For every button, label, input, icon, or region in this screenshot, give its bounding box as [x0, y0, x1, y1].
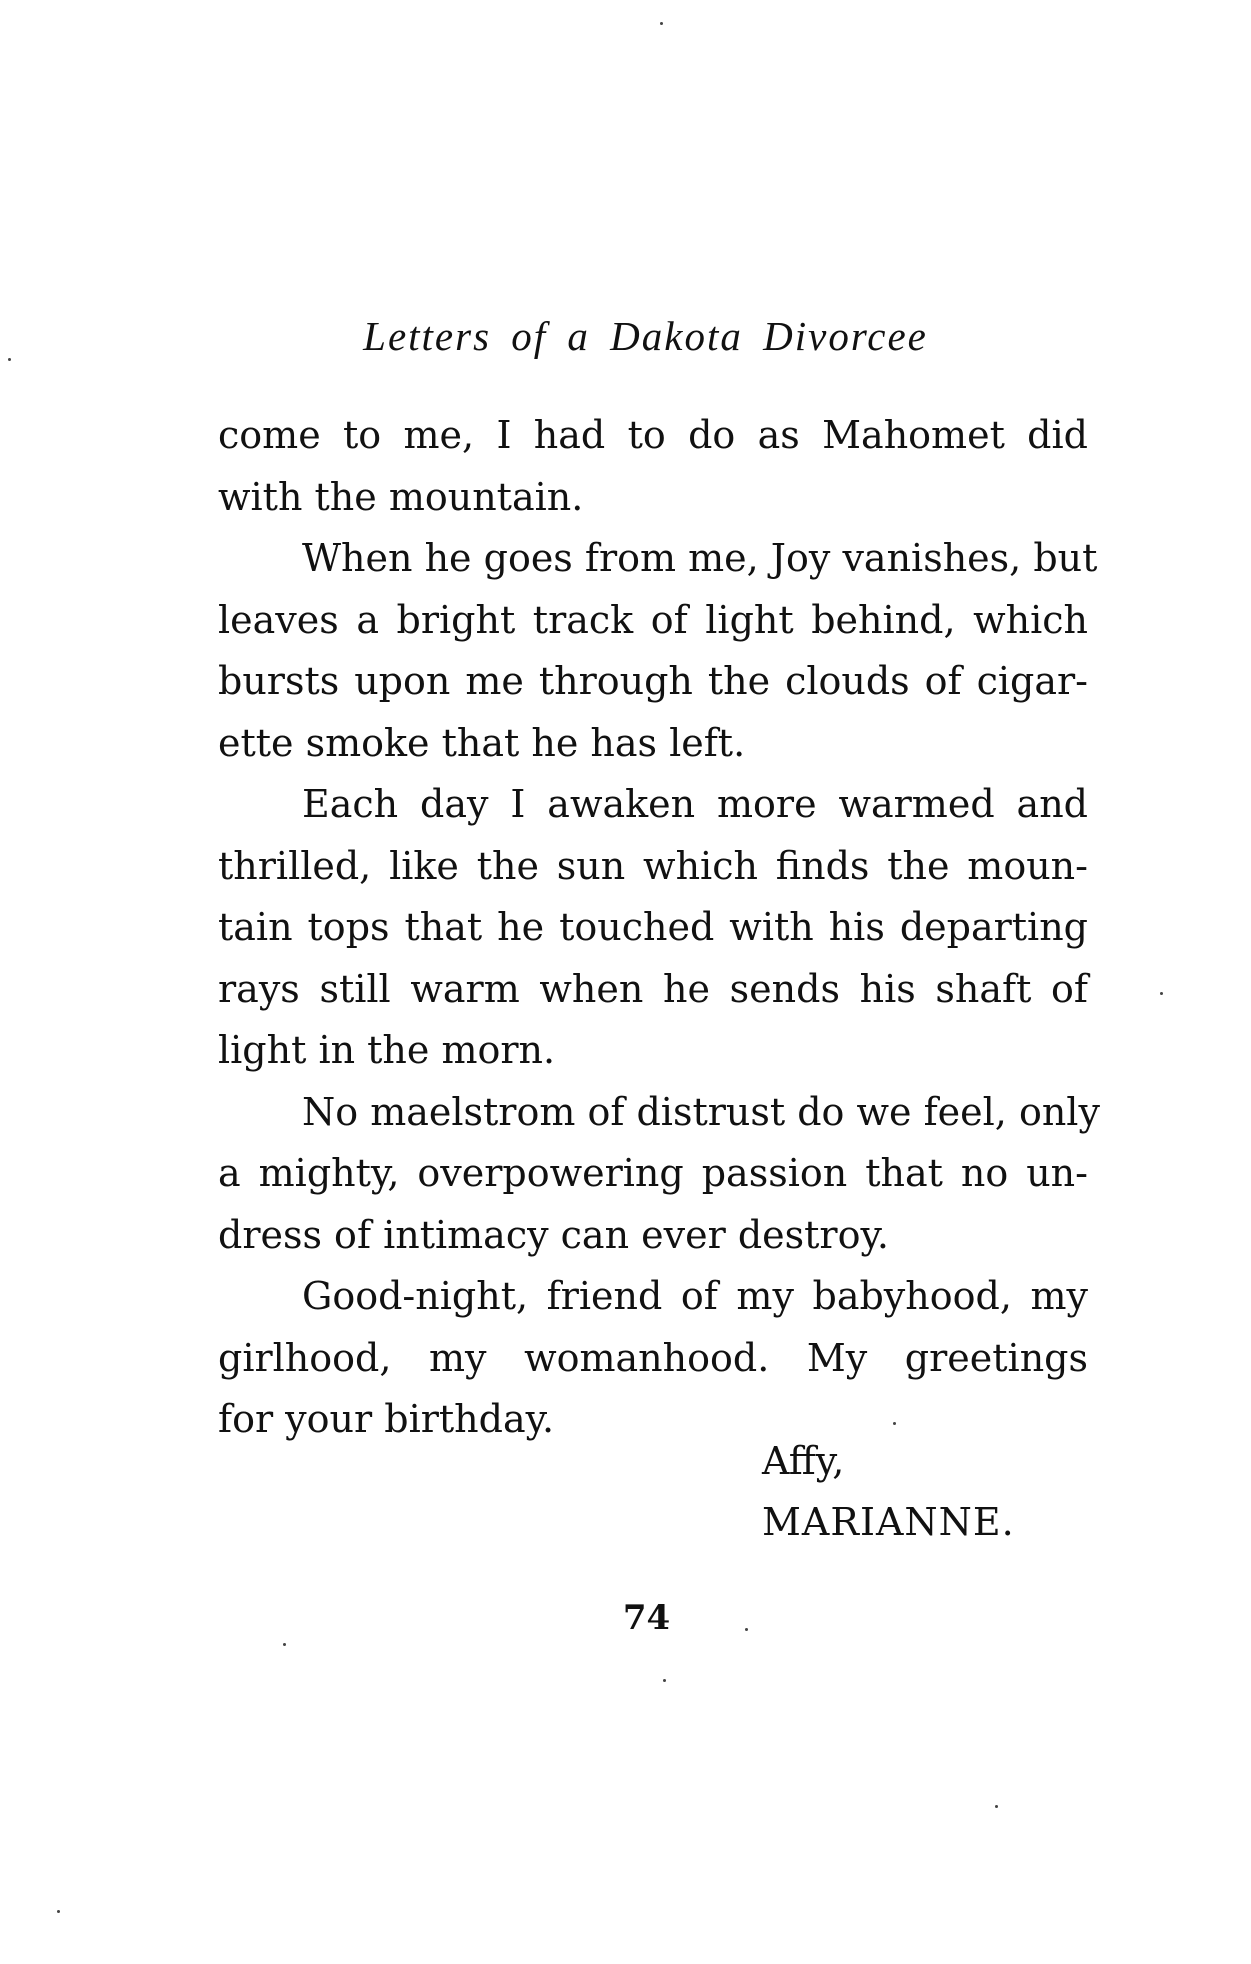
closing-signature: MARIANNE.: [762, 1500, 1015, 1544]
scan-speck: [663, 1679, 666, 1682]
running-head: Letters of a Dakota Divorcee: [363, 313, 928, 359]
scan-speck: [995, 1805, 998, 1808]
text-line: rays still warm when he sends his shaft of: [218, 966, 1088, 1011]
text-line: No maelstrom of distrust do we feel, only: [302, 1089, 1100, 1134]
text-line: girlhood, my womanhood. My greetings: [218, 1335, 1088, 1380]
scan-speck: [660, 22, 663, 25]
text-line: Each day I awaken more warmed and: [302, 782, 1088, 826]
paragraph-4: [218, 1082, 1100, 1267]
paragraph-3: [218, 774, 1088, 1082]
letter-body: [218, 405, 1100, 1451]
paragraph-2: [218, 528, 1098, 774]
text-line: bursts upon me through the clouds of cigar-: [218, 659, 1088, 703]
scan-speck: [745, 1628, 748, 1631]
text-line: When he goes from me, Joy vanishes, but: [302, 536, 1098, 580]
text-line: with the mountain.: [218, 474, 584, 519]
scan-speck: [283, 1643, 286, 1646]
letter-closing: [762, 1431, 1015, 1553]
text-line: ette smoke that he has left.: [218, 720, 746, 765]
text-line: light in the morn.: [218, 1028, 556, 1072]
text-line: tain tops that he touched with his departing: [218, 905, 1088, 949]
scan-speck: [57, 1910, 60, 1913]
scan-speck: [1160, 992, 1163, 995]
text-line: for your birthday.: [218, 1397, 555, 1441]
scan-speck: [8, 358, 11, 361]
text-line: Good-night, friend of my babyhood, my: [302, 1274, 1088, 1318]
closing-salutation: Affy,: [762, 1439, 845, 1483]
scan-speck: [893, 1422, 896, 1425]
text-line: a mighty, overpowering passion that no un-: [218, 1151, 1088, 1195]
text-line: come to me, I had to do as Mahomet did: [218, 413, 1088, 457]
paragraph-1: [218, 405, 1088, 528]
text-line: leaves a bright track of light behind, which: [218, 597, 1088, 642]
paragraph-5: [218, 1266, 1088, 1451]
text-line: dress of intimacy can ever destroy.: [218, 1212, 889, 1257]
text-line: thrilled, like the sun which finds the moun-: [218, 843, 1088, 888]
page-number: 74: [622, 1598, 671, 1638]
